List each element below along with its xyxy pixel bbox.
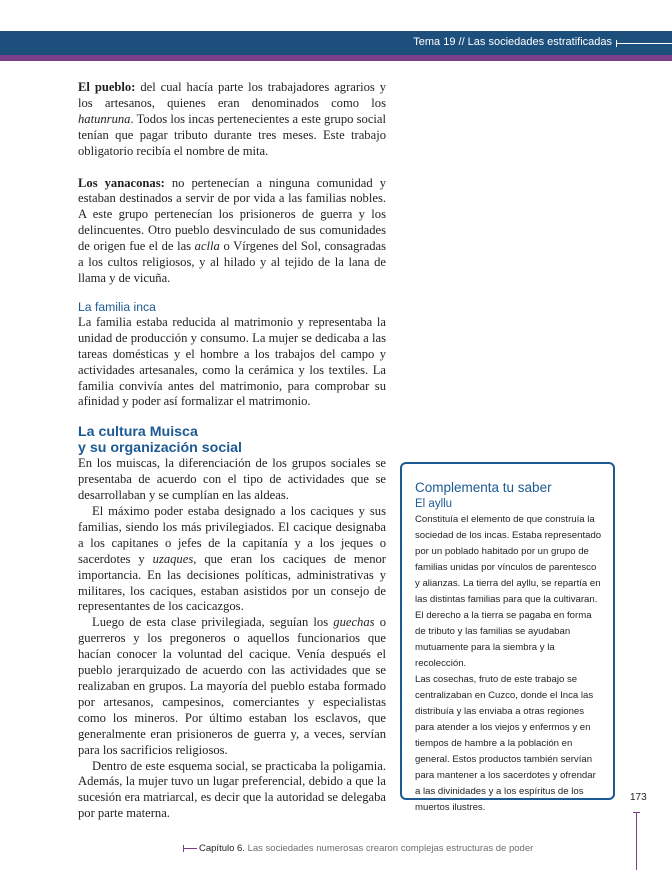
section-heading bbox=[78, 424, 386, 456]
paragraph-guechas bbox=[78, 615, 386, 758]
text-run: no pertenecían a ninguna comunidad y estaban destinados a servir de por vida a las familias nobles. A este grupo pertenecían los prisioneros de guerra y los delincuentes. Otro pueblo desvinculado de sus comunidades de origen fue el de las bbox=[78, 175, 386, 254]
italic-term: guechas bbox=[333, 615, 375, 630]
paragraph-caciques bbox=[78, 504, 386, 615]
paragraph-pueblo bbox=[78, 80, 386, 160]
footer-text: Las sociedades numerosas crearon complejas estructuras de poder bbox=[244, 843, 534, 854]
italic-term: hatunruna bbox=[78, 111, 131, 126]
complementa-box bbox=[400, 462, 615, 813]
topic-title: Tema 19 // Las sociedades estratificadas bbox=[413, 36, 612, 48]
header-rule bbox=[616, 43, 672, 44]
box-subheading: El ayllu bbox=[415, 498, 453, 510]
text-run: Luego de esta clase privilegiada, seguían los bbox=[92, 615, 334, 630]
section-heading-line: y su organización social bbox=[78, 440, 242, 457]
italic-term: uzaques bbox=[152, 551, 194, 566]
text-run: , que eran los caciques de menor importancia. En las decisiones políticas, administrativas y militares, los caciques, estaban asistidos por un consejo de representantes de los cacicazgos. bbox=[78, 551, 386, 614]
accent-stripe bbox=[0, 55, 672, 61]
paragraph-familia: La familia estaba reducida al matrimonio y representaba la unidad de producción y consumo. La mujer se dedicaba a las tareas domésticas y el hombre a los trabajos del campo y actividades artesanales, como la cerámica y los textiles. La familia convivía antes del matrimonio, para comprobar su afinidad y poder así formalizar el matrimonio. bbox=[78, 314, 386, 409]
text-run: El máximo poder estaba designado a los caciques y sus familias, siendo los más privilegiados. El cacique designaba a los capitanes o jefes de la capitanía y a los jeques o sacerdotes y bbox=[78, 504, 386, 566]
footer bbox=[183, 843, 533, 854]
footer-chapter: Capítulo 6. bbox=[199, 843, 245, 854]
text-run: o guerreros y los pregoneros o aquellos funcionarios que hacían conocer la voluntad del cacique. Venía después el pueblo jerarquizado de acuerdo con las actividades que se realizaban en grupos. La mayoría del pueblo estaba formado por artesanos, campesinos, comerciantes y especialistas como los mineros. Por último estaban los esclavos, que generalmente eran prisioneros de guerra y, a veces, servían para los sacrificios religiosos. bbox=[78, 615, 387, 757]
text-run: del cual hacía parte los trabajadores agrarios y los artesanos, quienes eran denominados como los bbox=[78, 80, 387, 110]
box-paragraph: Las cosechas, fruto de este trabajo se centralizaban en Cuzco, donde el Inca las distribuía y las enviaba a otras regiones para atender a los viejos y enfermos y en tiempos de hambre a la población en general. Estos productos también servían para mantener a los sacerdotes y ofrendar a las divinidades y a los espíritus de los muertos ilustres. bbox=[415, 674, 596, 813]
section-heading-line: La cultura Muisca bbox=[78, 424, 198, 441]
subsection-heading: La familia inca bbox=[78, 299, 156, 314]
main-column bbox=[78, 80, 386, 822]
page-number: 173 bbox=[630, 792, 647, 803]
page-rule bbox=[636, 812, 637, 870]
text-run: . Todos los incas pertenecientes a este grupo social tenían que pagar tributo durante tres meses. Este trabajo obligatorio recibía el nombre de mita. bbox=[78, 111, 386, 158]
box-paragraph: Constituía el elemento de que construía la sociedad de los incas. Estaba representado por un poblado habitado por un grupo de familias unidas por vínculos de parentesco y alianzas. La tierra del ayllu, se repartía en las distintas familias para que la cultivaran. El derecho a la tierra se pagaba en forma de tributo y las familias se ayudaban mutuamente para la siembra y la recolección. bbox=[415, 514, 602, 669]
footer-rule bbox=[183, 848, 197, 849]
paragraph-yanaconas bbox=[78, 176, 386, 287]
box-heading: Complementa tu saber bbox=[415, 480, 552, 495]
italic-term: aclla bbox=[194, 239, 220, 254]
paragraph-poligamia: Dentro de este esquema social, se practicaba la poligamia. Además, la mujer tuvo un lugar preferencial, debido a que la sucesión era matriarcal, es decir que la autoridad se delegaba por parte materna. bbox=[78, 758, 386, 821]
header-bar bbox=[0, 31, 672, 55]
lead-term: Los yanaconas: bbox=[78, 175, 165, 190]
paragraph-intro: En los muiscas, la diferenciación de los grupos sociales se presentaba de acuerdo con el tipo de actividades que se desarrollaban y se cumplían en las aldeas. bbox=[78, 456, 386, 503]
lead-term: El pueblo: bbox=[78, 80, 136, 94]
text-run: o Vírgenes del Sol, consagradas a los cultos religiosos, y al hilado y al tejido de la lana de llama y de vicuña. bbox=[78, 239, 387, 285]
